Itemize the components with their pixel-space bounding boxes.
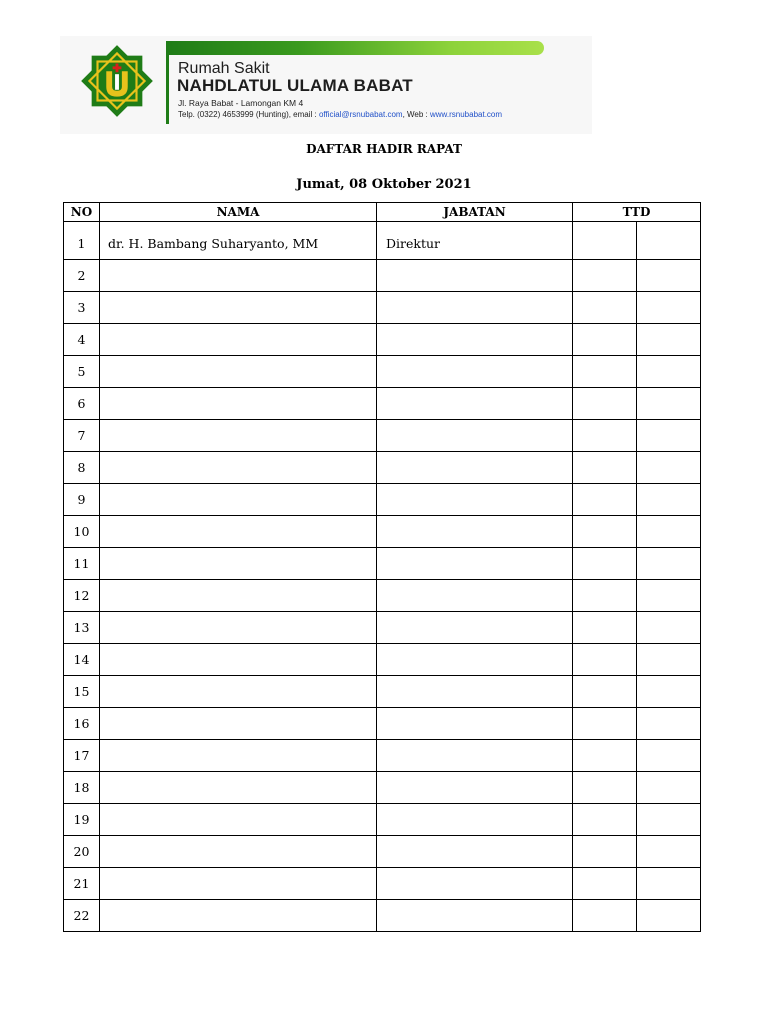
table-row [64, 836, 701, 868]
cell-signature-a [573, 900, 637, 932]
cell-nama [100, 900, 377, 932]
cell-signature-a [573, 804, 637, 836]
cell-signature-b [637, 772, 701, 804]
cell-signature-a [573, 388, 637, 420]
cell-jabatan [377, 868, 573, 900]
cell-nama [100, 260, 377, 292]
cell-nama [100, 772, 377, 804]
cell-signature-a [573, 324, 637, 356]
cell-no: 11 [64, 548, 100, 580]
cell-nama [100, 388, 377, 420]
table-row [64, 222, 701, 260]
cell-no: 9 [64, 484, 100, 516]
header-divider [166, 41, 169, 124]
cell-jabatan [377, 260, 573, 292]
cell-signature-a [573, 292, 637, 324]
table-row [64, 388, 701, 420]
cell-nama [100, 644, 377, 676]
cell-no: 6 [64, 388, 100, 420]
cell-signature-a [573, 612, 637, 644]
cell-nama [100, 356, 377, 388]
table-row [64, 580, 701, 612]
cell-jabatan [377, 548, 573, 580]
cell-signature-b [637, 484, 701, 516]
cell-signature-a [573, 644, 637, 676]
cell-signature-a [573, 484, 637, 516]
cell-no: 7 [64, 420, 100, 452]
cell-no: 2 [64, 260, 100, 292]
cell-signature-b [637, 900, 701, 932]
cell-signature-a [573, 676, 637, 708]
contact-web: www.rsnubabat.com [430, 110, 503, 119]
cell-signature-b [637, 708, 701, 740]
cell-nama [100, 836, 377, 868]
table-row [64, 804, 701, 836]
cell-jabatan [377, 420, 573, 452]
cell-no: 14 [64, 644, 100, 676]
cell-signature-a [573, 836, 637, 868]
cell-no: 1 [64, 222, 100, 260]
table-row [64, 772, 701, 804]
table-header-row [64, 203, 701, 222]
cell-jabatan [377, 356, 573, 388]
letterhead [60, 36, 592, 134]
cell-no: 21 [64, 868, 100, 900]
cell-jabatan [377, 676, 573, 708]
table-row [64, 484, 701, 516]
cell-signature-a [573, 740, 637, 772]
cell-signature-a [573, 868, 637, 900]
header-no: NO [64, 203, 100, 222]
cell-signature-a [573, 420, 637, 452]
cell-nama [100, 580, 377, 612]
cell-signature-b [637, 836, 701, 868]
hospital-logo-icon [78, 42, 156, 120]
table-row [64, 612, 701, 644]
cell-jabatan [377, 388, 573, 420]
cell-no: 4 [64, 324, 100, 356]
cell-nama [100, 548, 377, 580]
cell-jabatan [377, 804, 573, 836]
cell-nama [100, 740, 377, 772]
cell-jabatan [377, 772, 573, 804]
cell-no: 8 [64, 452, 100, 484]
cell-no: 3 [64, 292, 100, 324]
cell-jabatan [377, 292, 573, 324]
cell-nama [100, 452, 377, 484]
cell-signature-a [573, 452, 637, 484]
cell-no: 19 [64, 804, 100, 836]
cell-nama [100, 868, 377, 900]
table-row [64, 676, 701, 708]
header-jabatan: JABATAN [377, 203, 573, 222]
cell-nama [100, 420, 377, 452]
hospital-name: NAHDLATUL ULAMA BABAT [177, 76, 413, 95]
cell-signature-b [637, 516, 701, 548]
cell-jabatan: Direktur [377, 222, 573, 260]
cell-nama [100, 484, 377, 516]
cell-signature-b [637, 580, 701, 612]
cell-jabatan [377, 740, 573, 772]
cell-jabatan [377, 452, 573, 484]
cell-signature-b [637, 388, 701, 420]
table-row [64, 260, 701, 292]
table-row [64, 868, 701, 900]
hospital-address: Jl. Raya Babat - Lamongan KM 4 [178, 98, 304, 108]
cell-no: 16 [64, 708, 100, 740]
cell-no: 17 [64, 740, 100, 772]
cell-jabatan [377, 836, 573, 868]
cell-jabatan [377, 612, 573, 644]
cell-nama [100, 292, 377, 324]
cell-nama [100, 516, 377, 548]
cell-signature-b [637, 292, 701, 324]
contact-phone: Telp. (0322) 4653999 (Hunting), email : [178, 110, 317, 119]
cell-jabatan [377, 580, 573, 612]
cell-nama [100, 804, 377, 836]
cell-nama: dr. H. Bambang Suharyanto, MM [100, 222, 377, 260]
table-row [64, 292, 701, 324]
cell-signature-b [637, 324, 701, 356]
table-row [64, 740, 701, 772]
table-row [64, 516, 701, 548]
document-title: DAFTAR HADIR RAPAT [306, 142, 462, 156]
header-ttd: TTD [573, 203, 701, 222]
cell-signature-b [637, 868, 701, 900]
cell-signature-b [637, 420, 701, 452]
cell-jabatan [377, 644, 573, 676]
hospital-contact [178, 110, 502, 119]
cell-nama [100, 612, 377, 644]
table-body [64, 222, 701, 932]
table-row [64, 644, 701, 676]
cell-jabatan [377, 324, 573, 356]
cell-signature-b [637, 222, 701, 260]
cell-signature-a [573, 548, 637, 580]
cell-no: 10 [64, 516, 100, 548]
table-row [64, 900, 701, 932]
hospital-type-text: Rumah Sakit [178, 60, 270, 77]
document-date: Jumat, 08 Oktober 2021 [296, 177, 472, 192]
cell-jabatan [377, 484, 573, 516]
header-nama: NAMA [100, 203, 377, 222]
cell-no: 13 [64, 612, 100, 644]
contact-web-label: , Web : [402, 110, 428, 119]
table-row [64, 420, 701, 452]
cell-nama [100, 676, 377, 708]
cell-no: 18 [64, 772, 100, 804]
cell-signature-b [637, 548, 701, 580]
cell-signature-a [573, 772, 637, 804]
table-row [64, 548, 701, 580]
cell-nama [100, 324, 377, 356]
cell-no: 5 [64, 356, 100, 388]
cell-no: 15 [64, 676, 100, 708]
cell-signature-a [573, 580, 637, 612]
cell-signature-a [573, 222, 637, 260]
cell-jabatan [377, 516, 573, 548]
cell-signature-b [637, 260, 701, 292]
table-row [64, 452, 701, 484]
table-row [64, 324, 701, 356]
cell-signature-b [637, 612, 701, 644]
cell-signature-b [637, 804, 701, 836]
contact-email: official@rsnubabat.com [318, 110, 403, 119]
table-row [64, 356, 701, 388]
attendance-table [63, 202, 701, 932]
cell-signature-b [637, 644, 701, 676]
cell-signature-b [637, 356, 701, 388]
cell-no: 12 [64, 580, 100, 612]
cell-signature-a [573, 260, 637, 292]
cell-signature-a [573, 708, 637, 740]
cell-signature-a [573, 516, 637, 548]
cell-jabatan [377, 708, 573, 740]
cell-signature-a [573, 356, 637, 388]
header-green-bar [166, 41, 544, 55]
cell-jabatan [377, 900, 573, 932]
cell-signature-b [637, 452, 701, 484]
cell-signature-b [637, 740, 701, 772]
cell-nama [100, 708, 377, 740]
cell-signature-b [637, 676, 701, 708]
cell-no: 20 [64, 836, 100, 868]
cell-no: 22 [64, 900, 100, 932]
table-row [64, 708, 701, 740]
